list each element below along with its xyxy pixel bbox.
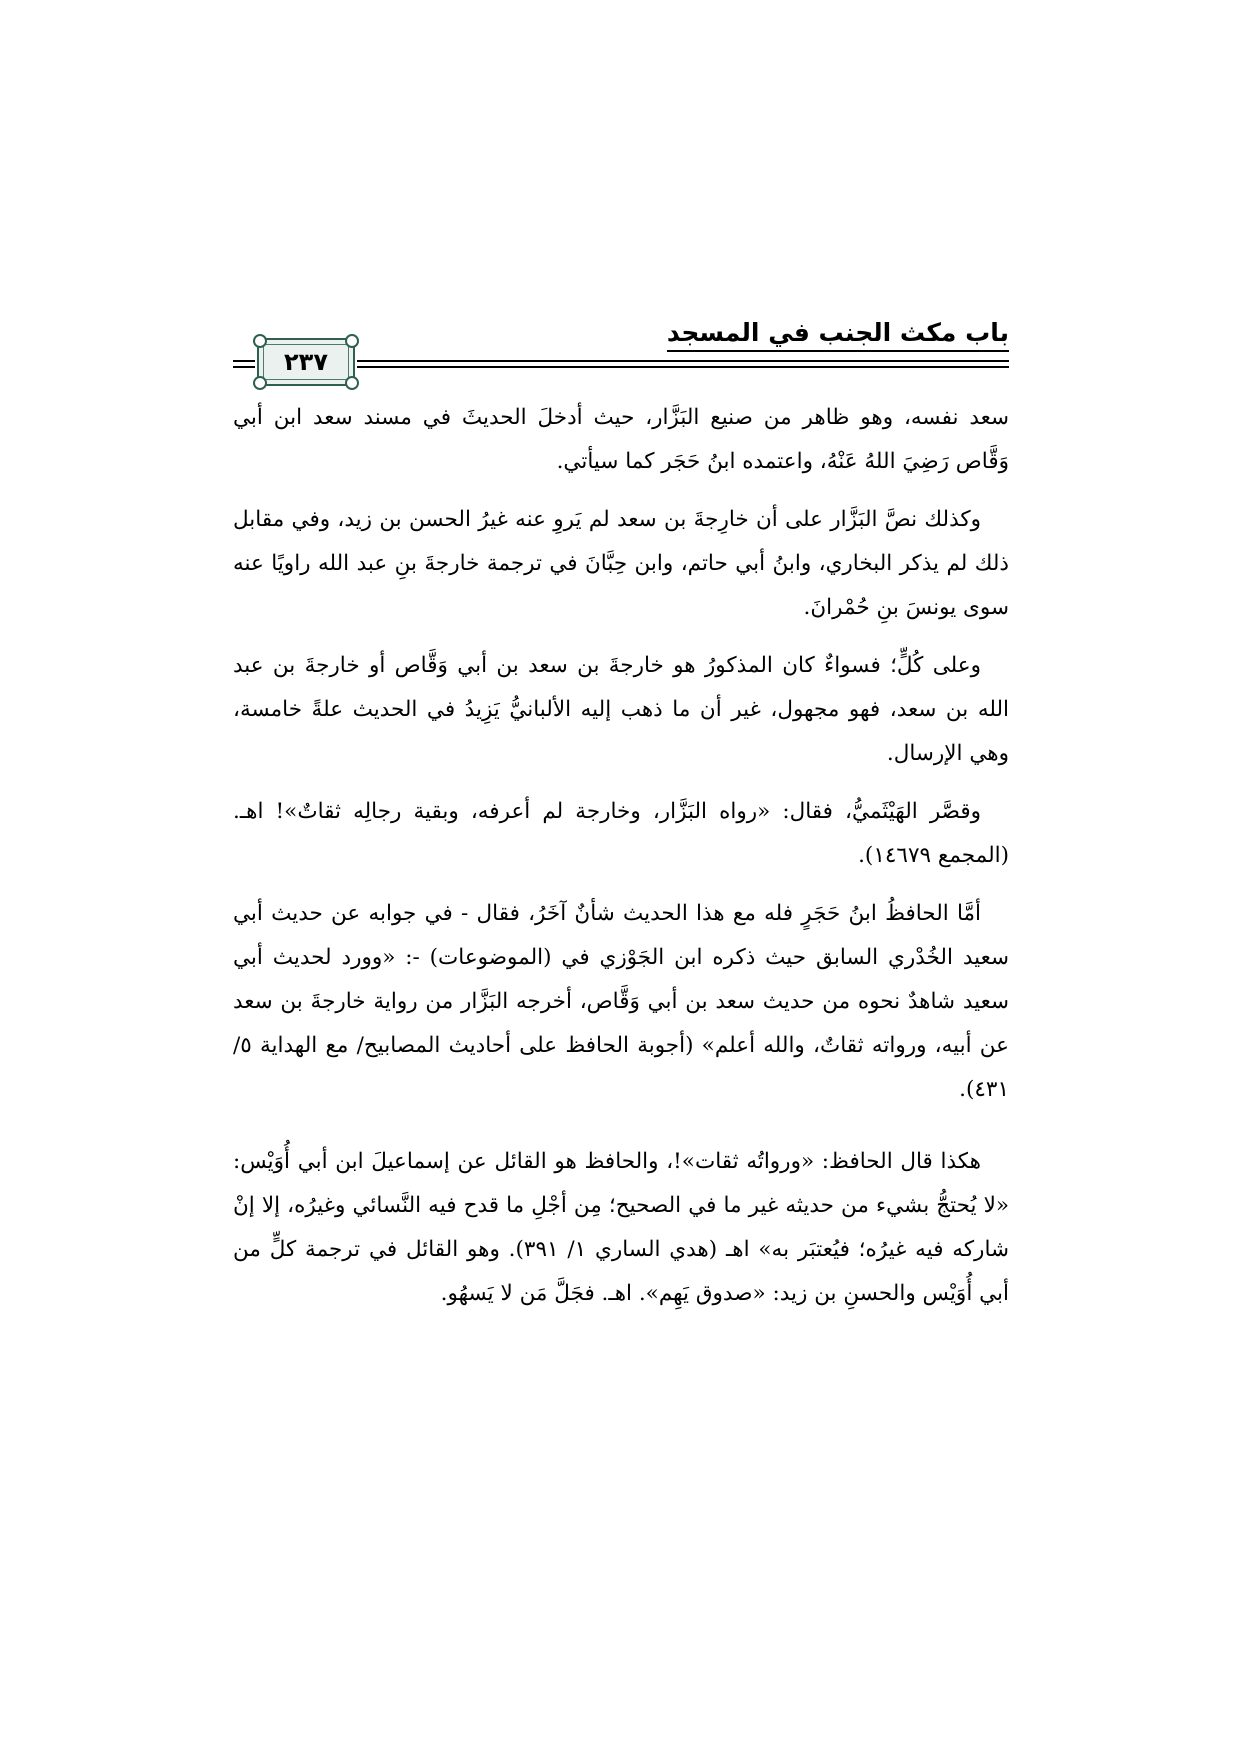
ornament-corner-icon bbox=[253, 376, 267, 390]
page-number: ٢٣٧ bbox=[284, 348, 328, 376]
ornament-corner-icon bbox=[345, 334, 359, 348]
page-body bbox=[233, 396, 1009, 1330]
header-rule-right bbox=[357, 360, 1009, 368]
paragraph: هكذا قال الحافظ: «ورواتُه ثقات»!، والحافظ هو القائل عن إسماعيلَ ابن أبي أُوَيْس: «لا يُحتجُّ بشيء من حديثه غير ما في الصحيح؛ مِن أجْلِ ما قدح فيه النَّسائي وغيرُه، إلا إنْ شاركه فيه غيرُه؛ فيُعتبَر به» اهـ (هدي الساري ١/ ٣٩١). وهو القائل في ترجمة كلٍّ من أبي أُوَيْس والحسنِ بن زيد: «صدوق يَهِم». اهـ. فجَلَّ مَن لا يَسهُو. bbox=[233, 1149, 1010, 1306]
ornament-corner-icon bbox=[345, 376, 359, 390]
chapter-title: باب مكث الجنب في المسجد bbox=[667, 318, 1009, 352]
paragraph: وقصَّر الهَيْثَميُّ، فقال: «رواه البَزَّار، وخارجة لم أعرفه، وبقية رجالِه ثقاتٌ»! اهـ. (المجمع ١٤٦٧٩). bbox=[233, 799, 1009, 868]
page-number-badge bbox=[257, 338, 355, 386]
page-header bbox=[233, 314, 1009, 384]
paragraph: أمَّا الحافظُ ابنُ حَجَرٍ فله مع هذا الحديث شأنٌ آخَرُ، فقال - في جوابه عن حديث أبي سعيد الخُدْري السابق حيث ذكره ابن الجَوْزي في (الموضوعات) -: «وورد لحديث أبي سعيد شاهدٌ نحوه من حديث سعد بن أبي وَقَّاص، أخرجه البَزَّار من رواية خارجةَ بن سعد عن أبيه، ورواته ثقاتٌ، والله أعلم» (أجوبة الحافظ على أحاديث المصابيح/ مع الهداية ٥/ ٤٣١). bbox=[233, 901, 1009, 1102]
header-rule-left bbox=[233, 360, 255, 368]
ornament-corner-icon bbox=[253, 334, 267, 348]
paragraph: وعلى كُلٍّ؛ فسواءٌ كان المذكورُ هو خارجةَ بن سعد بن أبي وَقَّاص أو خارجةَ بن عبد الله بن سعد، فهو مجهول، غير أن ما ذهب إليه الألبانيُّ يَزِيدُ في الحديث علةً خامسة، وهي الإرسال. bbox=[233, 653, 1009, 766]
paragraph: سعد نفسه، وهو ظاهر من صنيع البَزَّار، حيث أدخلَ الحديثَ في مسند سعد ابن أبي وَقَّاص رَضِيَ اللهُ عَنْهُ، واعتمده ابنُ حَجَر كما سيأتي. bbox=[233, 405, 1009, 474]
paragraph: وكذلك نصَّ البَزَّار على أن خارِجةَ بن سعد لم يَروِ عنه غيرُ الحسن بن زيد، وفي مقابل ذلك لم يذكر البخاري، وابنُ أبي حاتم، وابن حِبَّانَ في ترجمة خارجةَ بنِ عبد الله راويًا عنه سوى يونسَ بنِ حُمْرانَ. bbox=[233, 507, 1009, 620]
